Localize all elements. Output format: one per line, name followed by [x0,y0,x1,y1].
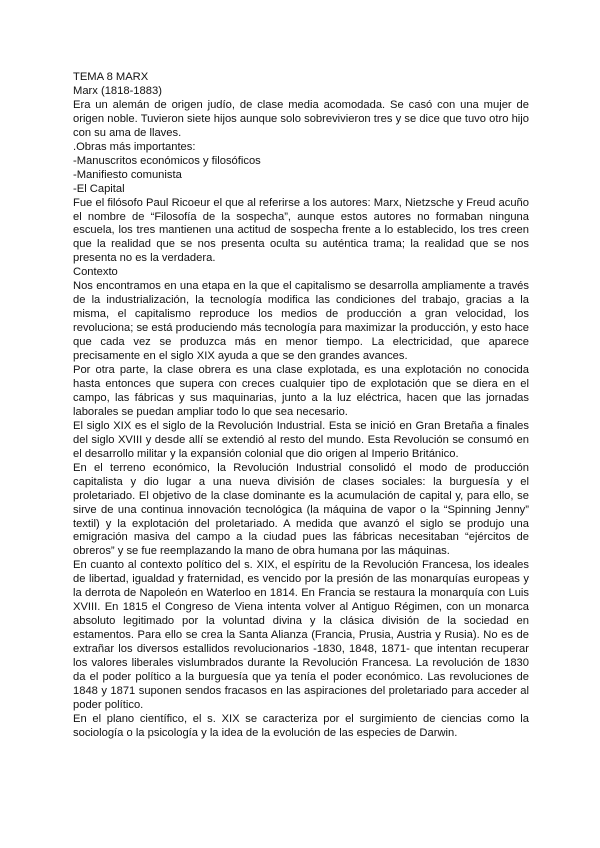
context-heading: Contexto [73,266,118,279]
biography-paragraph: Era un alemán de origen judío, de clase media acomodada. Se casó con una mujer de origen noble. Tuvieron siete hijos aunque solo sobrevivieron tres y se dice que tuvo otro hijo con su ama de llaves. [73,98,529,139]
author-dates: Marx (1818-1883) [73,84,162,97]
context-paragraph: Por otra parte, la clase obrera es una clase explotada, es una explotación no conocida hasta entonces que supera con creces cualquier tipo de explotación que se diera en el campo, las fábricas y sus maquinarias, junto a la luz eléctrica, hacen que las jornadas laborales se puedan ampliar todo lo que sea necesario. [73,364,529,418]
works-heading: .Obras más importantes: [73,140,196,153]
context-paragraph: Nos encontramos en una etapa en la que el capitalismo se desarrolla ampliamente a través de la industrialización, la tecnología modifica las condiciones del trabajo, gracias a la misma, el capitalismo reproduce los medios de producción a gran velocidad, los revoluciona; se está produciendo más tecnología para maximizar la producción, y esto hace que cada vez se produzca más en menor tiempo. La electricidad, que aparece precisamente en el siglo XIX ayuda a que se den grandes avances. [73,280,529,363]
works-list-item: -Manifiesto comunista [73,168,182,181]
document-page [73,71,529,741]
document-title: TEMA 8 MARX [73,71,149,83]
works-list-item: -Manuscritos económicos y filosóficos [73,154,261,167]
context-paragraph: En cuanto al contexto político del s. XIX, el espíritu de la Revolución Francesa, los ideales de libertad, igualdad y fraternidad, es vencido por la presión de las monarquías europeas y la derrota de Napoleón en Waterloo en 1814. En Francia se restaura la monarquía con Luis XVIII. En 1815 el Congreso de Viena intenta volver al Antiguo Régimen, con un monarca absoluto legitimado por la voluntad divina y la clásica división de la sociedad en estamentos. Para ello se crea la Santa Alianza (Francia, Prusia, Austria y Rusia). No es de extrañar los diversos estallidos revolucionarios -1830, 1848, 1871- que intentan recuperar los valores liberales vislumbrados durante la Revolución Francesa. La revolución de 1830 da el poder político a la burguesía que ya tenía el poder económico. Las revoluciones de 1848 y 1871 suponen sendos fracasos en las aspiraciones del proletariado para acceder al poder político. [73,559,529,711]
context-paragraph: El siglo XIX es el siglo de la Revolución Industrial. Esta se inició en Gran Bretaña a finales del siglo XVIII y desde allí se extendió al resto del mundo. Esta Revolución se consumó en el desarrollo militar y la expansión colonial que dio origen al Imperio Británico. [73,419,529,460]
works-list-item: -El Capital [73,182,125,195]
context-paragraph: En el plano científico, el s. XIX se caracteriza por el surgimiento de ciencias como la sociología o la psicología y la idea de la evolución de las especies de Darwin. [73,712,529,739]
context-paragraph: En el terreno económico, la Revolución Industrial consolidó el modo de producción capitalista y dio lugar a una nueva división de clases sociales: la burguesía y el proletariado. El objetivo de la clase dominante es la acumulación de capital y, para ello, se sirve de una continua innovación tecnológica (la máquina de vapor o la “Spinning Jenny” textil) y la explotación del proletariado. A medida que avanzó el siglo se produjo una emigración masiva del campo a la ciudad pues las fábricas necesitaban “ejércitos de obreros” y se fue reemplazando la mano de obra humana por las máquinas. [73,461,529,558]
suspicion-paragraph: Fue el filósofo Paul Ricoeur el que al referirse a los autores: Marx, Nietzsche y Freud acuño el nombre de “Filosofía de la sospecha”, aunque estos autores no formaban ninguna escuela, los tres mantienen una actitud de sospecha frente a lo establecido, los tres creen que la realidad que se nos presenta oculta su auténtica trama; la realidad que se nos presenta no es la verdadera. [73,196,529,265]
